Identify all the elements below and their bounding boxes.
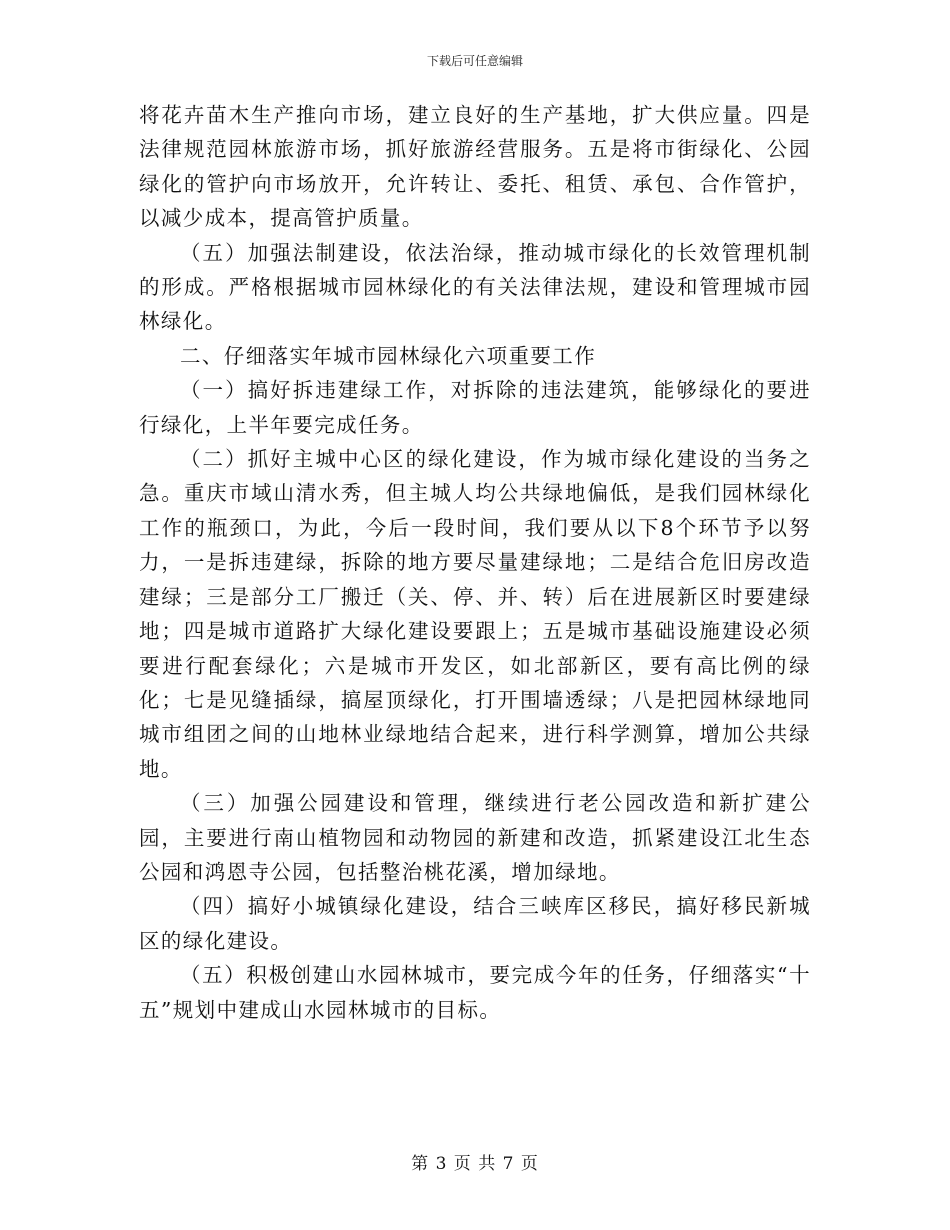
paragraph-task-four: （四）搞好小城镇绿化建设，结合三峡库区移民，搞好移民新城区的绿化建设。 [139, 894, 811, 953]
page-header: 下载后可任意编辑 [426, 54, 523, 68]
paragraph-task-two: （二）抓好主城中心区的绿化建设，作为城市绿化建设的当务之急。重庆市域山清水秀，但主城人均公共绿地偏低，是我们园林绿化工作的瓶颈口，为此，今后一段时间，我们要从以下8个环节予以努力，一是拆违建绿，拆除的地方要尽量建绿地；二是结合危旧房改造建绿；三是部分工厂搬迁（关、停、并、转）后在进展新区时要建绿地；四是城市道路扩大绿化建设要跟上；五是城市基础设施建设必须要进行配套绿化；六是城市开发区，如北部新区，要有高比例的绿化；七是见缝插绿，搞屋顶绿化，打开围墙透绿；八是把园林绿地同城市组团之间的山地林业绿地结合起来，进行科学测算，增加公共绿地。 [139, 447, 811, 781]
paragraph-task-one: （一）搞好拆违建绿工作，对拆除的违法建筑，能够绿化的要进行绿化，上半年要完成任务。 [139, 378, 811, 437]
page-number-footer: 第 3 页 共 7 页 [411, 1154, 539, 1174]
section-heading-six-tasks: 二、仔细落实年城市园林绿化六项重要工作 [180, 343, 597, 368]
paragraph-legal-construction: （五）加强法制建设，依法治绿，推动城市绿化的长效管理机制的形成。严格根据城市园林绿化的有关法律法规，建设和管理城市园林绿化。 [139, 240, 811, 334]
document-body [139, 98, 811, 1027]
paragraph-continuation: 将花卉苗木生产推向市场，建立良好的生产基地，扩大供应量。四是法律规范园林旅游市场，抓好旅游经营服务。五是将市街绿化、公园绿化的管护向市场放开，允许转让、委托、租赁、承包、合作管护，以减少成本，提高管护质量。 [139, 103, 811, 231]
paragraph-task-five: （五）积极创建山水园林城市，要完成今年的任务，仔细落实“十五”规划中建成山水园林城市的目标。 [139, 963, 811, 1022]
paragraph-task-three: （三）加强公园建设和管理，继续进行老公园改造和新扩建公园，主要进行南山植物园和动物园的新建和改造，抓紧建设江北生态公园和鸿恩寺公园，包括整治桃花溪，增加绿地。 [139, 791, 811, 884]
